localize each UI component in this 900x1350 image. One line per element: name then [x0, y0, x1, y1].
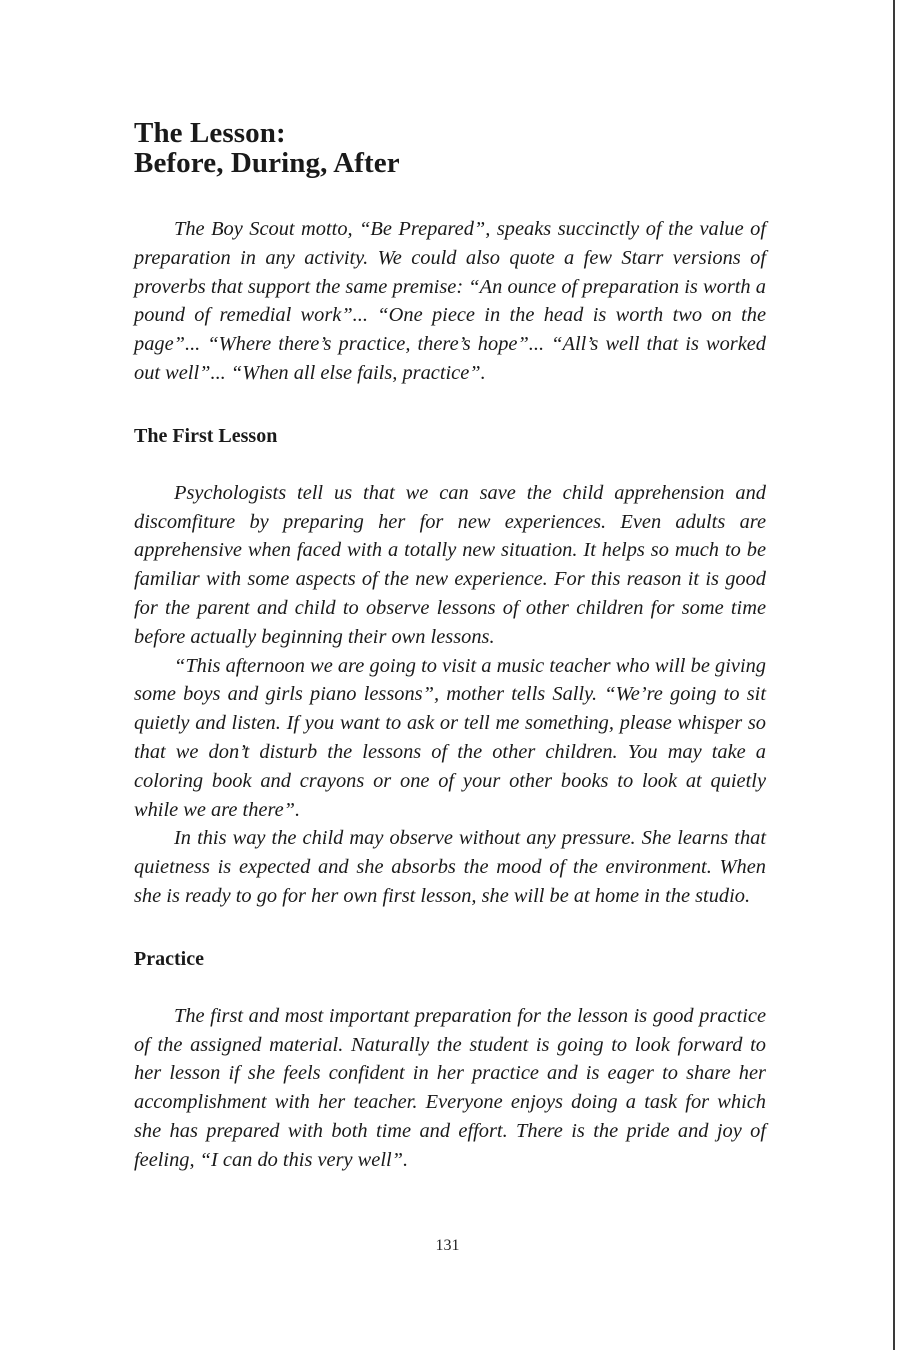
- section-heading-practice: Practice: [134, 947, 204, 970]
- chapter-title: [134, 118, 766, 178]
- chapter-title-line-1: The Lesson:: [134, 117, 286, 149]
- page-content: [134, 118, 766, 1175]
- page-number: 131: [435, 1237, 460, 1254]
- chapter-title-line-2: Before, During, After: [134, 147, 400, 179]
- first-lesson-paragraph-1: Psychologists tell us that we can save the child apprehension and discomfiture by preparing her for new experiences. Even adults are apprehensive when faced with a totally new situation. It helps so much to be familiar with some aspects of the new experience. For this reason it is good for the parent and child to observe lessons of other children for some time before actually beginning their own lessons.: [134, 481, 766, 648]
- intro-paragraph: The Boy Scout motto, “Be Prepared”, speaks succinctly of the value of preparation in any activity. We could also quote a few Starr versions of proverbs that support the same premise: “An ounce of preparation is worth a pound of remedial work”... “One piece in the head is worth two on the page”... “Where there’s practice, there’s hope”... “All’s well that is worked out well”... “When all else fails, practice”.: [134, 218, 766, 384]
- first-lesson-paragraph-3: In this way the child may observe without any pressure. She learns that quietness is expected and she absorbs the mood of the environment. When she is ready to go for her own first lesson, she will be at home in the studio.: [134, 827, 766, 907]
- practice-paragraph-1: The first and most important preparation for the lesson is good practice of the assigned material. Naturally the student is going to look forward to her lesson if she feels confident in her practice and is eager to share her accomplishment with her teacher. Everyone enjoys doing a task for which she has prepared with both time and effort. There is the pride and joy of feeling, “I can do this very well”.: [134, 1004, 766, 1171]
- first-lesson-paragraph-2: “This afternoon we are going to visit a music teacher who will be giving some boys and girls piano lessons”, mother tells Sally. “We’re going to sit quietly and listen. If you want to ask or tell me something, please whisper so that we don’t disturb the lessons of the other children. You may take a coloring book and crayons or one of your other books to look at quietly while we are there”.: [134, 654, 766, 821]
- section-heading-first-lesson: The First Lesson: [134, 424, 278, 447]
